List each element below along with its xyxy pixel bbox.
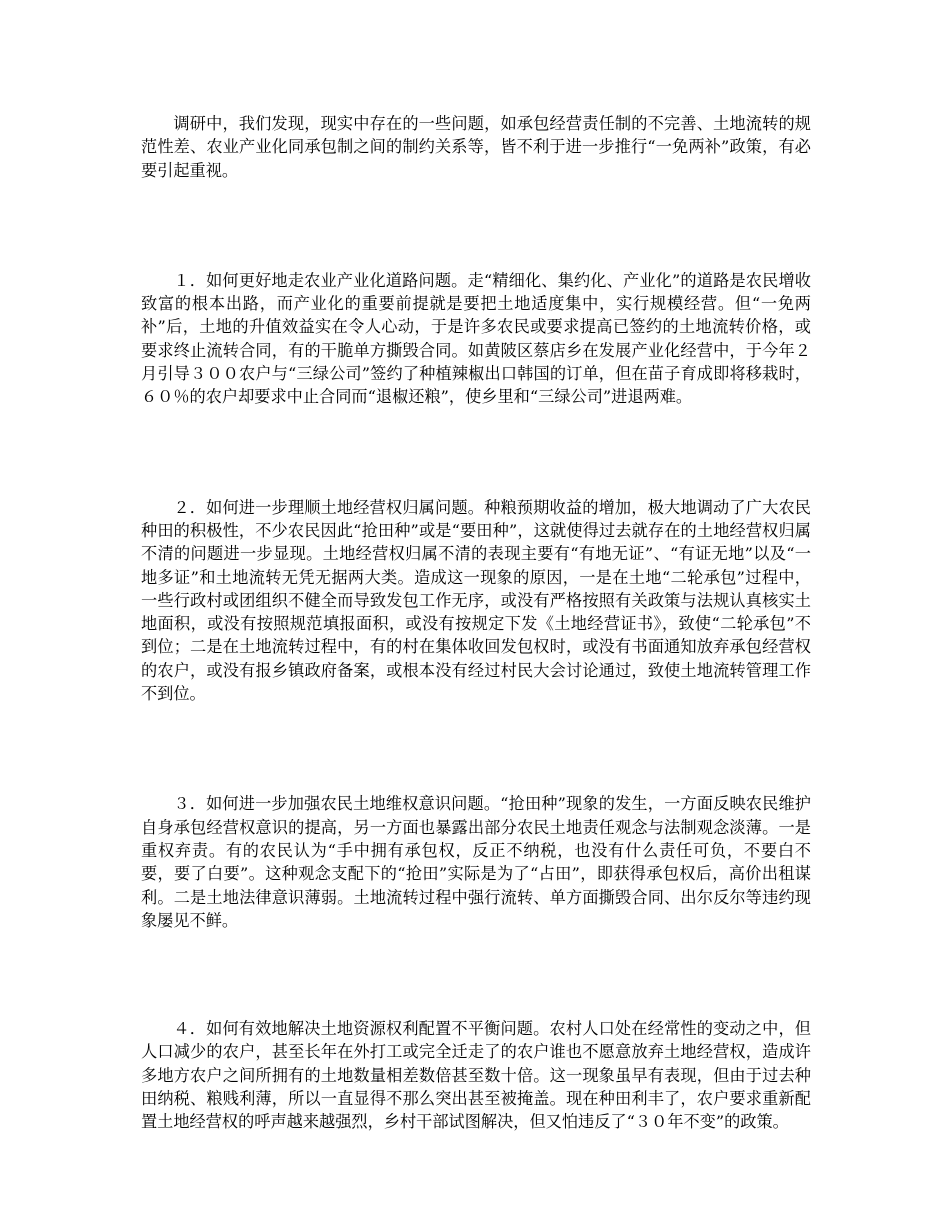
intro-paragraph: 调研中，我们发现，现实中存在的一些问题，如承包经营责任制的不完善、土地流转的规范性差、农业产业化同承包制之间的制约关系等，皆不利于进一步推行“一免两补”政策，有必要引起重视。 [141, 114, 811, 180]
issue-2-paragraph: ２．如何进一步理顺土地经营权归属问题。种粮预期收益的增加，极大地调动了广大农民种田的积极性，不少农民因此“抢田种”或是“要田种”，这就使得过去就存在的土地经营权归属不清的问题进一步显现。土地经营权归属不清的表现主要有“有地无证”、“有证无地”以及“一地多证”和土地流转无凭无据两大类。造成这一现象的原因，一是在土地“二轮承包”过程中，一些行政村或团组织不健全而导致发包工作无序，或没有严格按照有关政策与法规认真核实土地面积，或没有按照规范填报面积，或没有按规定下发《土地经营证书》，致使“二轮承包”不到位；二是在土地流转过程中，有的村在集体收回发包权时，或没有书面通知放弃承包经营权的农户，或没有报乡镇政府备案，或根本没有经过村民大会讨论通过，致使土地流转管理工作不到位。 [141, 497, 811, 704]
issue-1-paragraph: １．如何更好地走农业产业化道路问题。走“精细化、集约化、产业化”的道路是农民增收致富的根本出路，而产业化的重要前提就是要把土地适度集中，实行规模经营。但“一免两补”后，土地的升值效益实在令人心动，于是许多农民或要求提高已签约的土地流转价格，或要求终止流转合同，有的干脆单方撕毁合同。如黄陂区蔡店乡在发展产业化经营中，于今年２月引导３００农户与“三绿公司”签约了种植辣椒出口韩国的订单，但在苗子育成即将移栽时，６０％的农户却要求中止合同而“退椒还粮”，使乡里和“三绿公司”进退两难。 [141, 270, 811, 407]
issue-4-paragraph: ４．如何有效地解决土地资源权利配置不平衡问题。农村人口处在经常性的变动之中，但人口减少的农户，甚至长年在外打工或完全迁走了的农户谁也不愿意放弃土地经营权，造成许多地方农户之间所拥有的土地数量相差数倍甚至数十倍。这一现象虽早有表现，但由于过去种田纳税、粮贱利薄，所以一直显得不那么突出甚至被掩盖。现在种田利丰了，农户要求重新配置土地经营权的呼声越来越强烈，乡村干部试图解决，但又怕违反了“３０年不变”的政策。 [141, 1019, 811, 1132]
issue-3-paragraph: ３．如何进一步加强农民土地维权意识问题。“抢田种”现象的发生，一方面反映农民维护自身承包经营权意识的提高，另一方面也暴露出部分农民土地责任观念与法制观念淡薄。一是重权弃责。有的农民认为“手中拥有承包权，反正不纳税，也没有什么责任可负，不要白不要，要了白要”。这种观念支配下的“抢田”实际是为了“占田”，即获得承包权后，高价出租谋利。二是土地法律意识薄弱。土地流转过程中强行流转、单方面撕毁合同、出尔反尔等违约现象屡见不鲜。 [141, 794, 811, 930]
document-body [141, 112, 811, 1134]
